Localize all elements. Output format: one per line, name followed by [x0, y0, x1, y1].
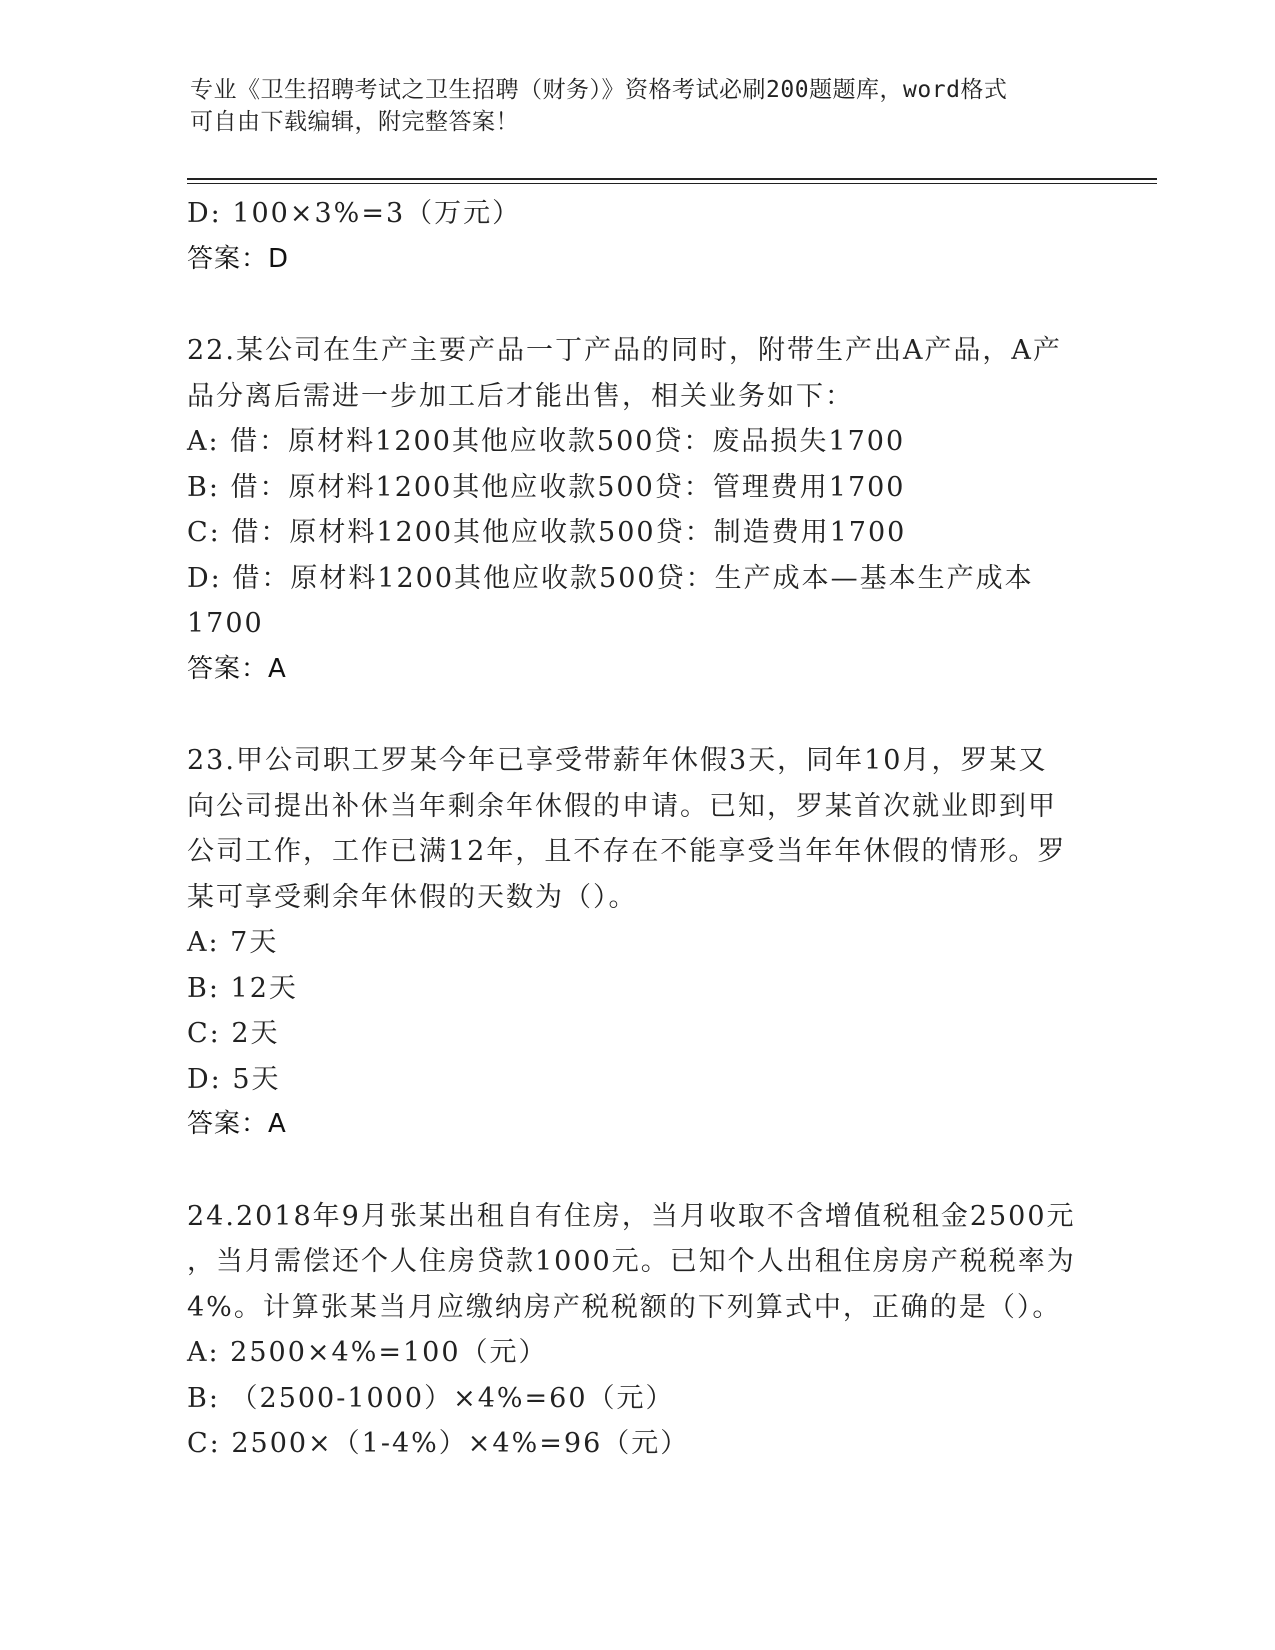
header-rule: [187, 178, 1157, 180]
question-stem-line: 4%。计算张某当月应缴纳房产税税额的下列算式中，正确的是（）。: [187, 1291, 1062, 1323]
option-a: A: 2500×4%=100（元）: [187, 1337, 548, 1368]
question-stem-line: 22.某公司在生产主要产品一丁产品的同时，附带生产出A产品，A产: [187, 335, 1062, 366]
question-24: [187, 1194, 1087, 1467]
question-stem-line: 某可享受剩余年休假的天数为（）。: [187, 881, 638, 913]
option-d: D: 5天: [187, 1063, 281, 1095]
question-stem-line: 公司工作，工作已满12年，且不存在不能享受当年年休假的情形。罗: [187, 836, 1067, 867]
answer-line: 答案：A: [187, 1109, 287, 1139]
previous-question-tail: [187, 191, 1087, 282]
question-23: [187, 738, 1087, 1148]
option-b: B: （2500-1000）×4%=60（元）: [187, 1382, 675, 1414]
question-stem-line: 品分离后需进一步加工后才能出售，相关业务如下：: [187, 380, 854, 412]
question-stem-line: 向公司提出补休当年剩余年休假的申请。已知，罗某首次就业即到甲: [187, 790, 1057, 822]
option-c: C: 2500×（1-4%）×4%=96（元）: [187, 1428, 690, 1459]
option-d: D: 借：原材料1200其他应收款500贷：生产成本—基本生产成本: [187, 562, 1034, 594]
header-line: 专业《卫生招聘考试之卫生招聘（财务）》资格考试必刷200题题库，word格式: [190, 77, 1008, 103]
question-22: [187, 328, 1087, 692]
option-a: A: 借：原材料1200其他应收款500贷：废品损失1700: [187, 426, 906, 457]
document-header: [190, 74, 1070, 138]
answer-line: 答案：A: [187, 653, 287, 684]
answer-line: 答案：D: [187, 243, 290, 274]
question-stem-line: 23.甲公司职工罗某今年已享受带薪年休假3天，同年10月，罗某又: [187, 745, 1048, 776]
option-c: C: 2天: [187, 1018, 280, 1049]
option-d-continued: 1700: [187, 608, 264, 639]
header-rule-thin: [187, 183, 1157, 184]
document-body: [187, 191, 1087, 1467]
question-stem-line: ，当月需偿还个人住房贷款1000元。已知个人出租住房房产税税率为: [187, 1246, 1076, 1277]
option-a: A: 7天: [187, 927, 279, 958]
option-b: B: 12天: [187, 972, 298, 1004]
option-d: D: 100×3%=3（万元）: [187, 198, 522, 229]
option-b: B: 借：原材料1200其他应收款500贷：管理费用1700: [187, 471, 906, 503]
option-c: C: 借：原材料1200其他应收款500贷：制造费用1700: [187, 517, 907, 548]
header-line: 可自由下载编辑，附完整答案！: [190, 109, 519, 135]
question-stem-line: 24.2018年9月张某出租自有住房，当月收取不含增值税租金2500元: [187, 1200, 1076, 1232]
